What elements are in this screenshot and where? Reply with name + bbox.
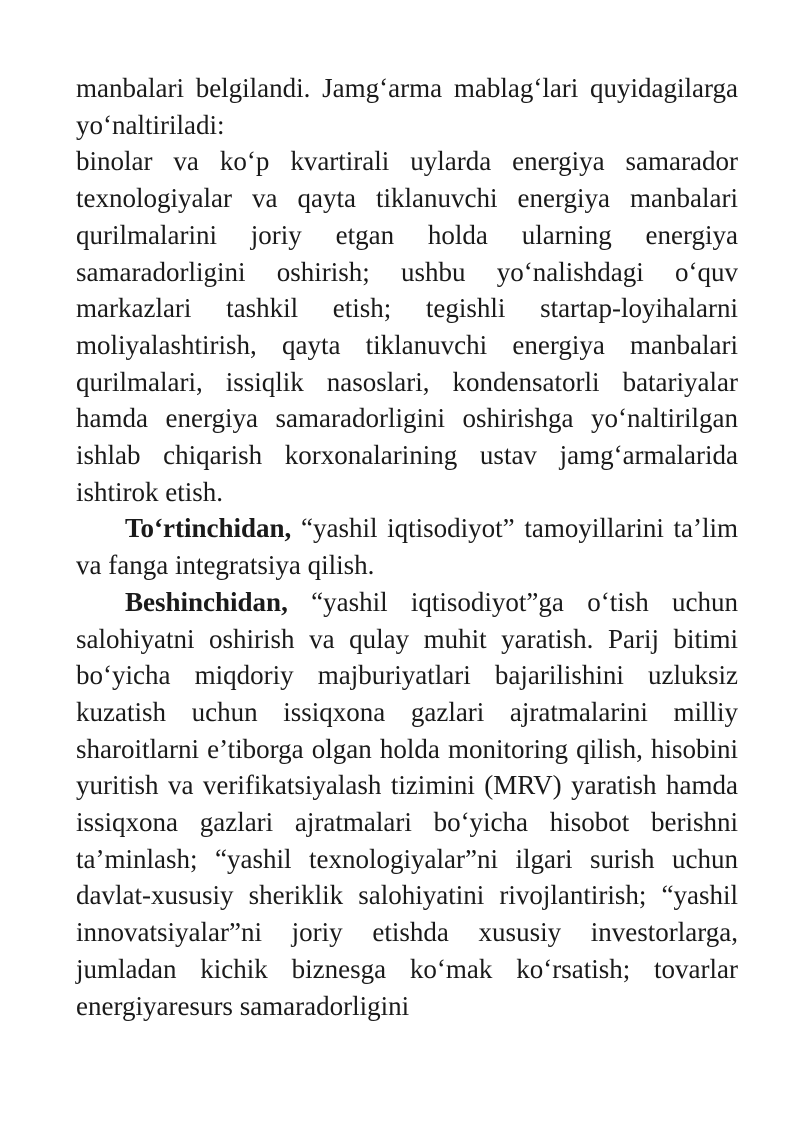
paragraph-4-lead: Beshinchidan, [125,586,288,617]
document-page [76,70,738,1024]
paragraph-3 [76,510,738,583]
paragraph-2: binolar va ko‘p kvartirali uylarda energiya samarador texnologiyalar va qayta tiklanuvchi energiya manbalari qurilmalarini joriy etgan holda ularning energiya samaradorligini oshirish; ushbu yo‘nalishdagi o‘quv markazlari tashkil etish; tegishli startap-loyihalarni moliyalashtirish, qayta tiklanuvchi energiya manbalari qurilmalari, issiqlik nasoslari, kondensatorli batariyalar hamda energiya samaradorligini oshirishga yo‘naltirilgan ishlab chiqarish korxonalarining ustav jamg‘armalarida ishtirok etish. [76,146,738,507]
paragraph-4-text: “yashil iqtisodiyot”ga o‘tish uchun salohiyatni oshirish va qulay muhit yaratish. Parij bitimi bo‘yicha miqdoriy majburiyatlari bajarilishini uzluksiz kuzatish uchun issiqxona gazlari ajratmalarini milliy sharoitlarni e’tiborga olgan holda monitoring qilish, hisobini yuritish va verifikatsiyalash tizimini (MRV) yaratish hamda issiqxona gazlari ajratmalari bo‘yicha hisobot berishni ta’minlash; “yashil texnologiyalar”ni ilgari surish uchun davlat-xususiy sheriklik salohiyatini rivojlantirish; “yashil innovatsiyalar”ni joriy etishda xususiy investorlarga, jumladan kichik biznesga ko‘mak ko‘rsatish; tovarlar energiyaresurs samaradorligini [76,586,738,1021]
paragraph-3-text: “yashil iqtisodiyot” tamoyillarini ta’lim va fanga integratsiya qilish. [76,513,738,581]
paragraph-1: manbalari belgilandi. Jamg‘arma mablag‘lari quyidagilarga yo‘naltiriladi: [76,73,738,140]
paragraph-3-lead: To‘rtinchidan, [125,513,292,544]
paragraph-4 [76,584,738,1024]
